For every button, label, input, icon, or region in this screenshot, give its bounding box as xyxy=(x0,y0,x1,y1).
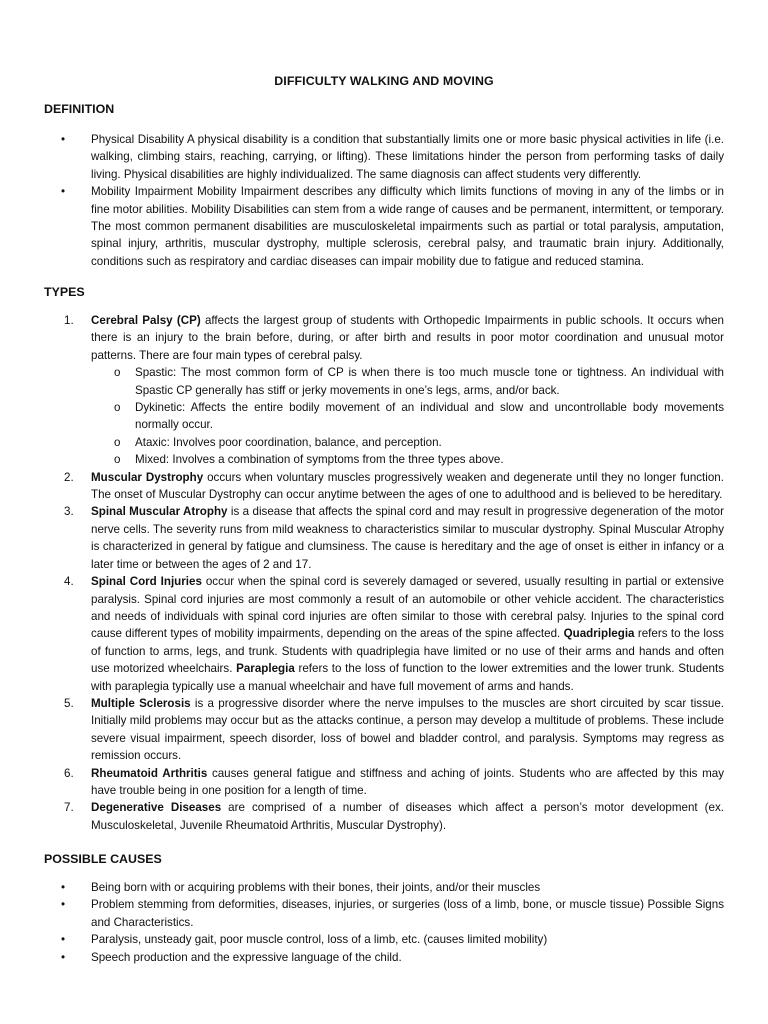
list-number: 6. xyxy=(64,766,74,780)
sub-bullet: o xyxy=(114,366,121,380)
type-text: refers to the loss of function to the lower extremities and the lower trunk. Students with paraplegia typically use a manual wheelchair and have full movement of arms and hands. xyxy=(91,662,724,693)
type-item xyxy=(44,799,724,834)
list-number: 1. xyxy=(64,314,74,327)
type-item xyxy=(44,469,724,504)
list-number: 4. xyxy=(64,575,74,589)
type-item xyxy=(44,695,724,765)
type-text: occurs when voluntary muscles progressively weaken and degenerate until they no longer function. The onset of Muscular Dystrophy can occur anytime between the ages of one to adulthood and is believed to be hereditary. xyxy=(91,470,724,502)
cp-subtype-text: Ataxic: Involves poor coordination, balance, and perception. xyxy=(135,435,442,449)
type-term-quadriplegia: Quadriplegia xyxy=(563,627,635,641)
causes-heading: POSSIBLE CAUSES xyxy=(44,852,162,866)
type-term: Muscular Dystrophy xyxy=(91,470,204,484)
type-text: occur when the spinal cord is severely damaged or severed, usually resulting in partial or extensive paralysis. Spinal cord injuries are most commonly a result of an automobile or other vehicle accident. The characteristics and needs of individuals with spinal cord injuries are often similar to those with cerebral palsy. Injuries to the spinal cord cause different types of mobility impairments, depending on the areas of the spine affected. xyxy=(91,575,725,641)
sub-bullet: o xyxy=(114,435,121,449)
sub-bullet: o xyxy=(114,401,121,415)
cp-subtype-text: Dykinetic: Affects the entire bodily movement of an individual and slow and uncontrollable body movements normally occur. xyxy=(135,401,724,432)
type-text: are comprised of a number of diseases which affect a person’s motor development (ex. Musculoskeletal, Juvenile Rheumatoid Arthritis, Muscular Dystrophy). xyxy=(91,801,724,832)
type-term: Degenerative Diseases xyxy=(91,801,222,815)
type-text: is a progressive disorder where the nerve impulses to the muscles are short circuited by scar tissue. Initially mild problems may occur but as the attacks continue, a person may develop a multitude of problems. These include severe visual impairment, speech disorder, loss of bowel and bladder control, and paralysis. Symptoms may regress as remission occurs. xyxy=(91,696,725,763)
definition-section xyxy=(44,131,724,270)
cause-item: • Being born with or acquiring problems with their bones, their joints, and/or their muscles xyxy=(44,879,724,896)
list-number: 3. xyxy=(64,505,74,519)
definition-heading: DEFINITION xyxy=(44,102,115,116)
causes-section xyxy=(44,879,724,966)
types-heading: TYPES xyxy=(44,285,85,299)
sub-bullet: o xyxy=(114,453,121,467)
cp-subtype xyxy=(44,399,724,434)
types-section xyxy=(44,312,724,834)
type-term: Cerebral Palsy (CP) xyxy=(91,314,201,327)
cp-subtype-text: Mixed: Involves a combination of symptoms from the three types above. xyxy=(135,453,504,467)
type-term: Rheumatoid Arthritis xyxy=(91,766,208,780)
cp-subtype xyxy=(44,364,724,399)
type-item xyxy=(44,312,724,469)
cause-item: • Paralysis, unsteady gait, poor muscle control, loss of a limb, etc. (causes limited mobility) xyxy=(44,931,724,948)
list-number: 2. xyxy=(64,470,74,484)
definition-item: • Physical Disability A physical disability is a condition that substantially limits one or more basic physical activities in life (i.e. walking, climbing stairs, reaching, carrying, or lifting). These limitations hinder the person from performing tasks of daily living. Physical disabilities are highly individualized. The same diagnosis can affect students very differently. xyxy=(44,131,724,183)
type-term-paraplegia: Paraplegia xyxy=(236,662,295,676)
cause-item: • Speech production and the expressive language of the child. xyxy=(44,949,724,966)
type-item xyxy=(44,503,724,573)
definition-item: • Mobility Impairment Mobility Impairment describes any difficulty which limits functions of moving in any of the limbs or in fine motor abilities. Mobility Disabilities can stem from a wide range of causes and be permanent, intermittent, or temporary. The most common permanent disabilities are musculoskeletal impairments such as partial or total paralysis, amputation, spinal injury, arthritis, muscular dystrophy, multiple sclerosis, cerebral palsy, and traumatic brain injury. Additionally, conditions such as respiratory and cardiac diseases can impair mobility due to fatigue and reduced stamina. xyxy=(44,183,724,270)
list-number: 7. xyxy=(64,801,74,815)
cp-subtype xyxy=(44,451,724,468)
cause-item: • Problem stemming from deformities, diseases, injuries, or surgeries (loss of a limb, bone, or muscle tissue) Possible Signs and Characteristics. xyxy=(44,896,724,931)
type-text: causes general fatigue and stiffness and aching of joints. Students who are affected by this may have trouble being in one position for a length of time. xyxy=(91,766,724,797)
page-title: DIFFICULTY WALKING AND MOVING xyxy=(274,74,494,88)
type-term: Multiple Sclerosis xyxy=(91,696,191,710)
type-item xyxy=(44,765,724,800)
list-number: 5. xyxy=(64,696,74,710)
type-text: affects the largest group of students with Orthopedic Impairments in public schools. It occurs when there is an injury to the brain before, during, or after birth and results in poor motor coordination and unusual motor patterns. There are four main types of cerebral palsy. xyxy=(91,314,724,362)
type-text: refers to the loss of function to arms, legs, and trunk. Students with quadriplegia have limited or no use of their arms and hands and often use motorized wheelchairs. xyxy=(91,627,724,676)
type-term: Spinal Cord Injuries xyxy=(91,575,202,589)
type-text: is a disease that affects the spinal cord and may result in progressive degeneration of the motor nerve cells. The severity runs from mild weakness to characteristics similar to muscular dystrophy. Spinal Muscular Atrophy is characterized in general by fatigue and clumsiness. The cause is hereditary and the age of onset is either in infancy or a later time or between the ages of 2 and 17. xyxy=(91,505,724,571)
type-item xyxy=(44,573,724,695)
cp-subtype xyxy=(44,434,724,451)
type-term: Spinal Muscular Atrophy xyxy=(91,505,228,519)
cp-subtype-text: Spastic: The most common form of CP is when there is too much muscle tone or tightness. An individual with Spastic CP generally has stiff or jerky movements in one’s legs, arms, and/or back. xyxy=(135,366,724,397)
